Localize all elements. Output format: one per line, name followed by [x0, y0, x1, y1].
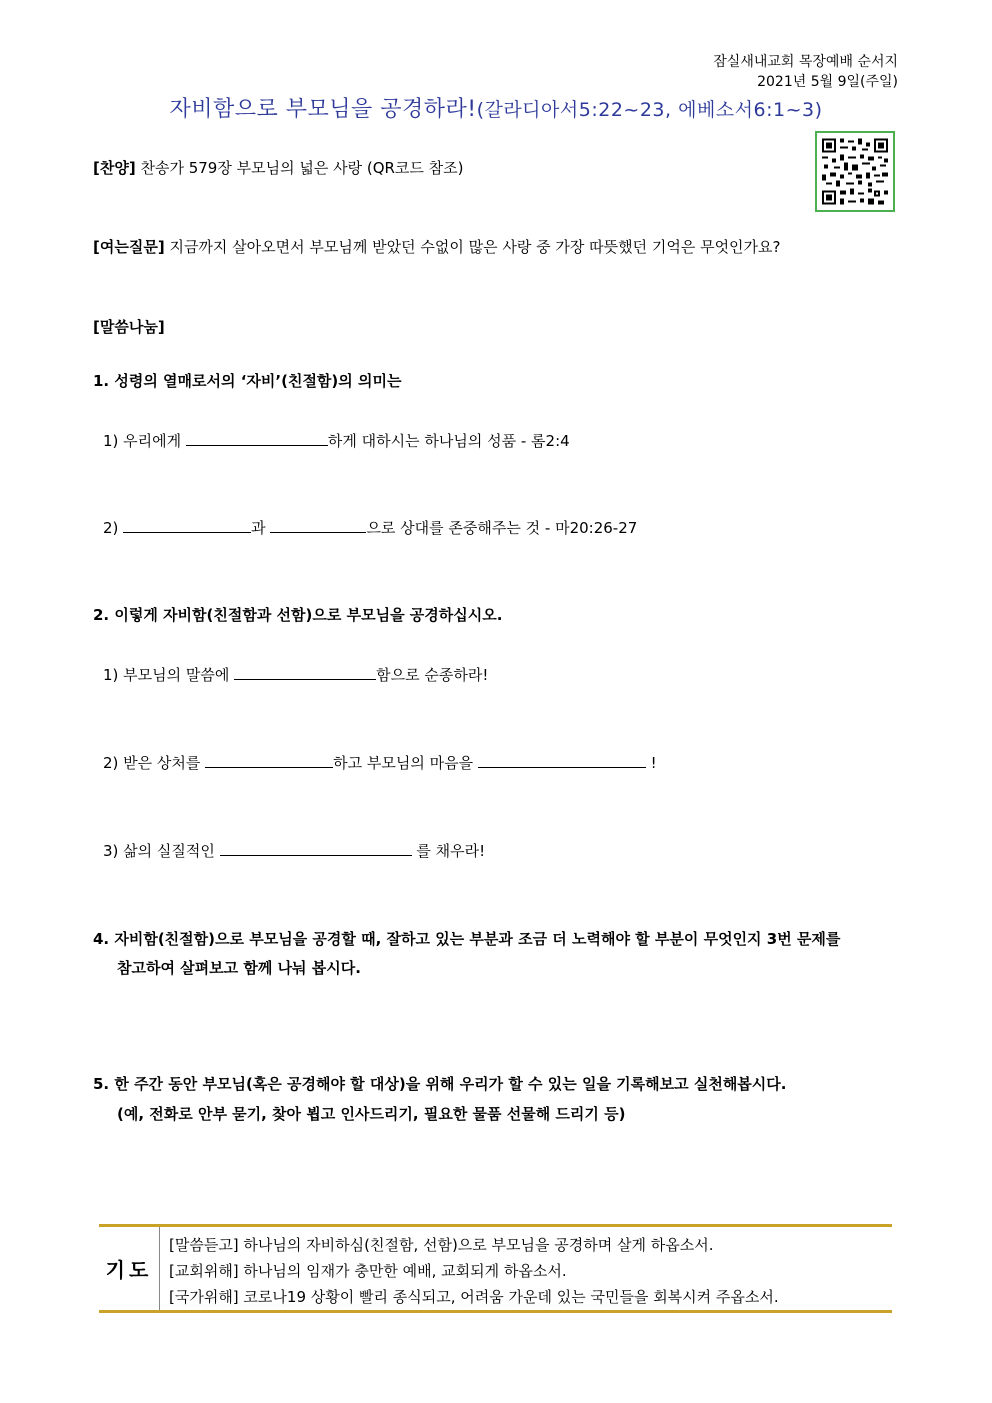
qr-pattern: [822, 138, 888, 205]
page-title: [0, 92, 992, 123]
question-4-line-2: 참고하여 살펴보고 함께 나눠 봅시다.: [117, 959, 361, 977]
prayer-line-nation: [국가위해] 코로나19 상황이 빨리 종식되고, 어려움 가운데 있는 국민들을 회복시켜 주옵소서.: [169, 1288, 779, 1306]
q2-answer-1: 1) 부모님의 말씀에 함으로 순종하라!: [103, 666, 489, 684]
sharing-label: [말씀나눔]: [93, 318, 165, 336]
q1-blank-3[interactable]: [270, 518, 366, 533]
q2-blank-2[interactable]: [205, 753, 333, 768]
opening-text: 지금까지 살아오면서 부모님께 받았던 수없이 많은 사랑 중 가장 따뜻했던 기억은 무엇인가요?: [169, 238, 781, 256]
q2-blank-3[interactable]: [478, 753, 646, 768]
q2-answer-2: 2) 받은 상처를 하고 부모님의 마음을 !: [103, 754, 657, 772]
q2-blank-4[interactable]: [220, 841, 412, 856]
prayer-line-church: [교회위해] 하나님의 임재가 충만한 예배, 교회되게 하옵소서.: [169, 1262, 567, 1280]
opening-label: [여는질문]: [93, 238, 165, 256]
prayer-lines: [169, 1232, 779, 1310]
church-name: 잠실새내교회 목장예배 순서지: [713, 54, 898, 70]
q1-answer-1: 1) 우리에게 하게 대하시는 하나님의 성품 - 롬2:4: [103, 432, 570, 450]
q1-answer-2: 2) 과 으로 상대를 존중해주는 것 - 마20:26-27: [103, 519, 638, 537]
q2-blank-1[interactable]: [234, 665, 376, 680]
hymn-label: [찬양]: [93, 159, 136, 177]
hymn-text: 찬송가 579장 부모님의 넓은 사랑 (QR코드 참조): [140, 159, 464, 177]
qr-code-icon[interactable]: [815, 131, 895, 212]
q1-blank-1[interactable]: [186, 431, 328, 446]
question-1: 1. 성령의 열매로서의 ‘자비’(친절함)의 의미는: [93, 372, 402, 390]
question-2: 2. 이렇게 자비함(친절함과 선함)으로 부모님을 공경하십시오.: [93, 606, 503, 624]
question-4-line-1: 4. 자비함(친절함)으로 부모님을 공경할 때, 잘하고 있는 부분과 조금 더 노력해야 할 부분이 무엇인지 3번 문제를: [93, 930, 841, 948]
question-5-line-2: (예, 전화로 안부 묻기, 찾아 뵙고 인사드리기, 필요한 물품 선물해 드리기 등): [117, 1105, 626, 1123]
title-main: 자비함으로 부모님을 공경하라!: [169, 97, 477, 122]
q2-answer-3: 3) 삶의 실질적인 를 채우라!: [103, 842, 486, 860]
question-5-line-1: 5. 한 주간 동안 부모님(혹은 공경해야 할 대상)을 위해 우리가 할 수 있는 일을 기록해보고 실천해봅시다.: [93, 1075, 787, 1093]
q1-blank-2[interactable]: [123, 518, 251, 533]
service-date: 2021년 5월 9일(주일): [757, 74, 898, 90]
title-reference: (갈라디아서5:22~23, 에베소서6:1~3): [476, 99, 823, 121]
opening-question: [93, 236, 781, 257]
hymn-line: [93, 157, 464, 178]
prayer-label: 기도: [99, 1227, 160, 1310]
prayer-box: [99, 1224, 892, 1313]
prayer-line-word: [말씀듣고] 하나님의 자비하심(친절함, 선함)으로 부모님을 공경하며 살게 하옵소서.: [169, 1236, 714, 1254]
